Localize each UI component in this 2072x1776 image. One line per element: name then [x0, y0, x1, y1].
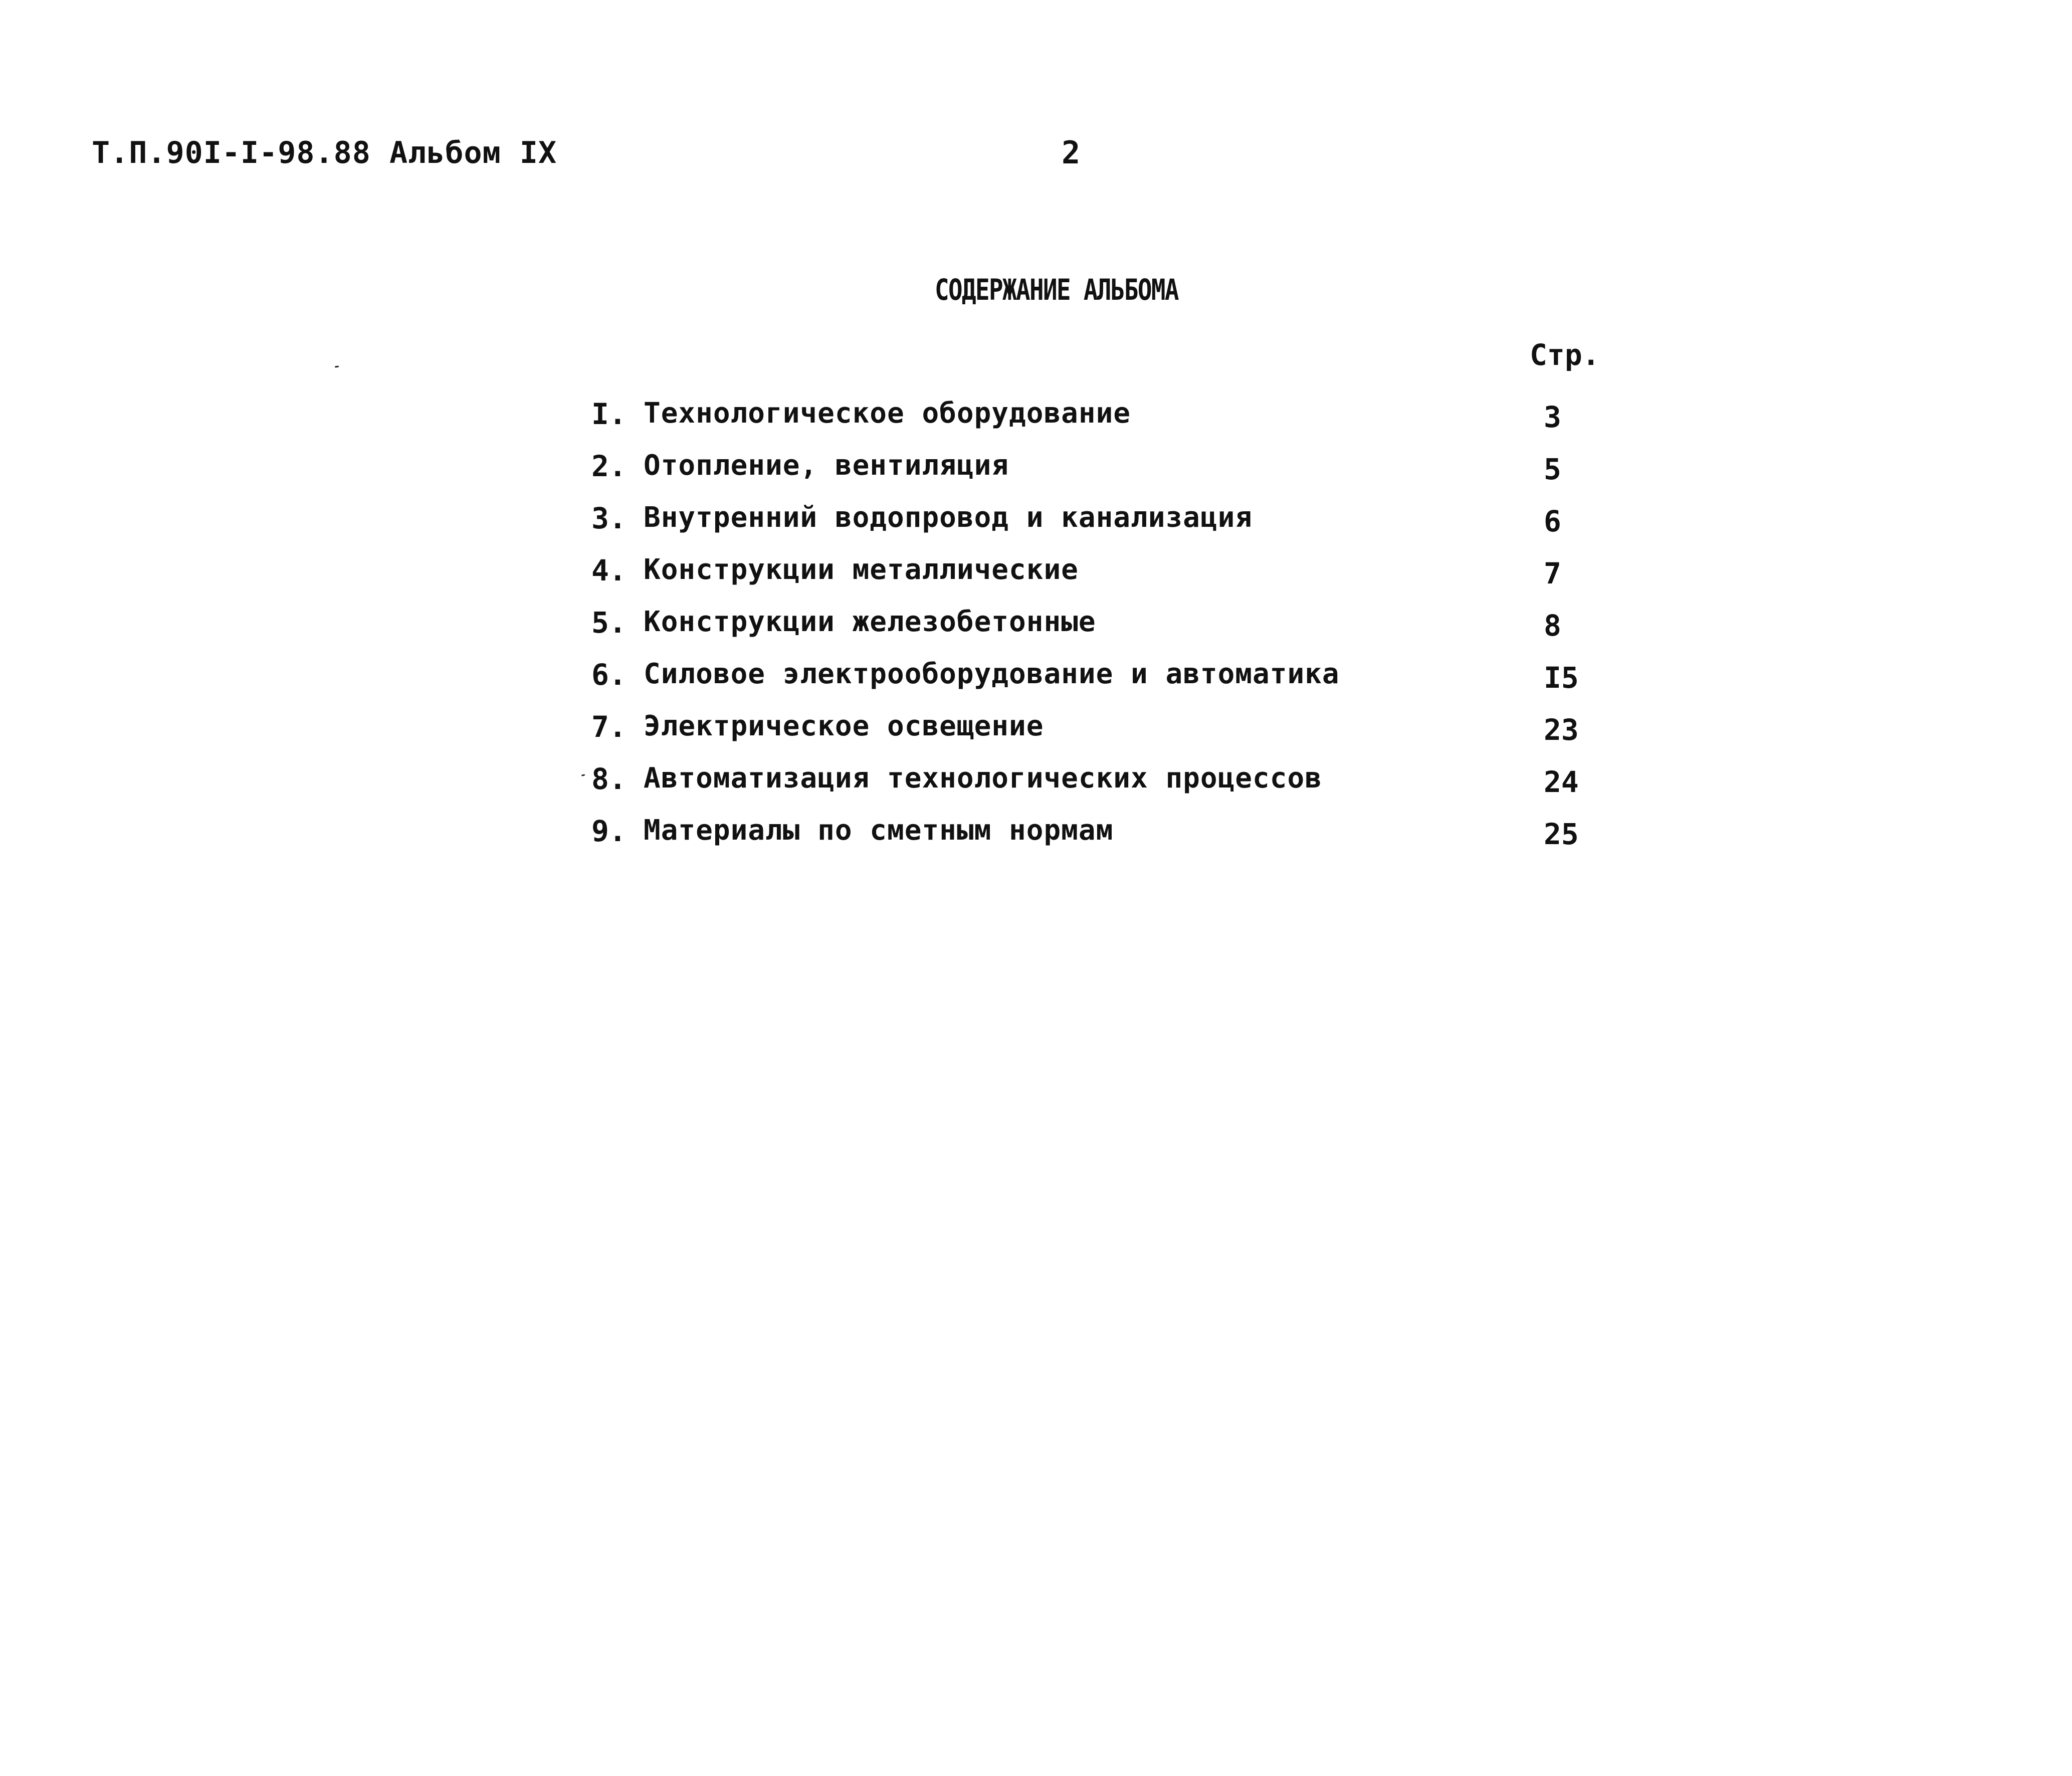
toc-item-page: 5: [1544, 452, 1561, 486]
scan-speck: [335, 365, 339, 367]
toc-item-9: [591, 814, 1604, 866]
toc-item-title: Материалы по сметным нормам: [644, 814, 1114, 847]
toc-item-page: 6: [1544, 504, 1561, 538]
document-code-header: Т.П.90I-I-98.88 Альбом IX: [92, 135, 557, 170]
toc-item-number: 8.: [591, 762, 627, 796]
toc-item-title: Внутренний водопровод и канализация: [644, 501, 1253, 534]
toc-item-number: 6.: [591, 658, 627, 692]
toc-item-page: 3: [1544, 400, 1561, 434]
toc-item-title: Автоматизация технологических процессов: [644, 762, 1322, 795]
toc-item-title: Силовое электрооборудование и автоматика: [644, 658, 1340, 690]
page-column-label: Стр.: [1530, 338, 1600, 372]
toc-item-4: [591, 553, 1604, 606]
toc-item-title: Технологическое оборудование: [644, 397, 1131, 430]
toc-item-number: I.: [591, 397, 627, 431]
toc-item-2: [591, 449, 1604, 501]
toc-item-page: 25: [1544, 817, 1579, 851]
toc-item-number: 5.: [591, 606, 627, 640]
toc-item-5: [591, 606, 1604, 658]
toc-item-title: Отопление, вентиляция: [644, 449, 1009, 482]
toc-item-page: I5: [1544, 661, 1579, 695]
toc-item-number: 9.: [591, 814, 627, 848]
table-of-contents: [591, 397, 1604, 866]
toc-item-number: 4.: [591, 553, 627, 587]
toc-item-page: 7: [1544, 556, 1561, 590]
toc-item-page: 23: [1544, 713, 1579, 747]
toc-item-page: 24: [1544, 765, 1579, 799]
toc-item-title: Конструкции железобетонные: [644, 606, 1096, 638]
album-contents-title: СОДЕРЖАНИЕ АЛЬБОМА: [935, 272, 1178, 307]
toc-item-1: [591, 397, 1604, 449]
page-number: 2: [1062, 134, 1081, 171]
toc-item-6: [591, 658, 1604, 710]
toc-item-8: [591, 762, 1604, 814]
toc-item-title: Конструкции металлические: [644, 553, 1079, 586]
scan-speck: [581, 774, 585, 776]
toc-item-number: 7.: [591, 710, 627, 744]
toc-item-title: Электрическое освещение: [644, 710, 1044, 742]
toc-item-number: 3.: [591, 501, 627, 535]
toc-item-number: 2.: [591, 449, 627, 483]
toc-item-3: [591, 501, 1604, 553]
toc-item-7: [591, 710, 1604, 762]
toc-item-page: 8: [1544, 609, 1561, 643]
